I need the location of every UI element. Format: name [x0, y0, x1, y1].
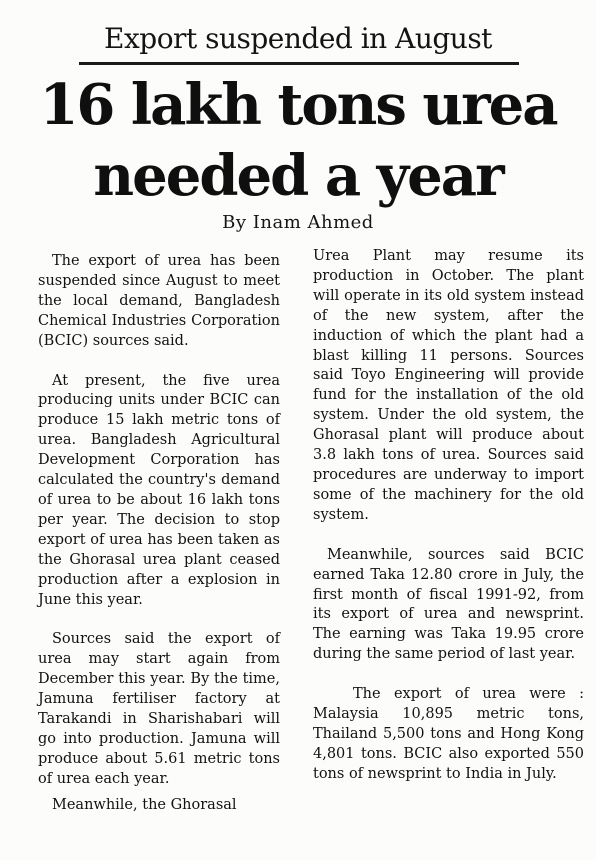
- left-column: [38, 252, 280, 836]
- right-column: [313, 247, 584, 805]
- left-paragraph-1: The export of urea has been suspended since August to meet the local demand, Bangladesh Chemical Industries Corporation (BCIC) sources said.: [38, 253, 280, 349]
- article-headline: [10, 70, 586, 212]
- headline-line-1: 16 lakh tons urea: [39, 72, 557, 138]
- right-paragraph-3: The export of urea were : Malaysia 10,895 metric tons, Thailand 5,500 tons and Hong Kong 4,801 tons. BCIC also exported 550 tons of newsprint to India in July.: [313, 686, 584, 782]
- article-kicker: Export suspended in August: [104, 22, 492, 55]
- left-paragraph-2: At present, the five urea producing units under BCIC can produce 15 lakh metric tons of urea. Bangladesh Agricultural Development Corporation has calculated the country's demand of urea to be about 16 lakh tons per year. The decision to stop export of urea has been taken as the Ghorasal urea plant ceased production after a explosion in June this year.: [38, 372, 280, 608]
- right-paragraph-1: Urea Plant may resume its production in October. The plant will operate in its old system instead of the new system, after the induction of which the plant had a blast killing 11 persons. Sources said Toyo Engineering will provide fund for the installation of the old system. Under the old system, the Ghorasal plant will produce about 3.8 lakh tons of urea. Sources said procedures are underway to import some of the machinery for the old system.: [313, 248, 584, 523]
- kicker-underline: [79, 62, 519, 65]
- right-paragraph-2: Meanwhile, sources said BCIC earned Taka 12.80 crore in July, the first month of fiscal 1991-92, from its export of urea and newsprint. The earning was Taka 19.95 crore during the same period of last year.: [313, 546, 584, 663]
- article-byline: By Inam Ahmed: [222, 212, 374, 233]
- left-paragraph-4: Meanwhile, the Ghorasal: [52, 796, 237, 813]
- headline-line-2: needed a year: [93, 143, 503, 209]
- left-paragraph-3: Sources said the export of urea may start again from December this year. By the time, Jamuna fertiliser factory at Tarakandi in Sharishabari will go into production. Jamuna will produce about 5.61 metric tons of urea each year.: [38, 631, 280, 787]
